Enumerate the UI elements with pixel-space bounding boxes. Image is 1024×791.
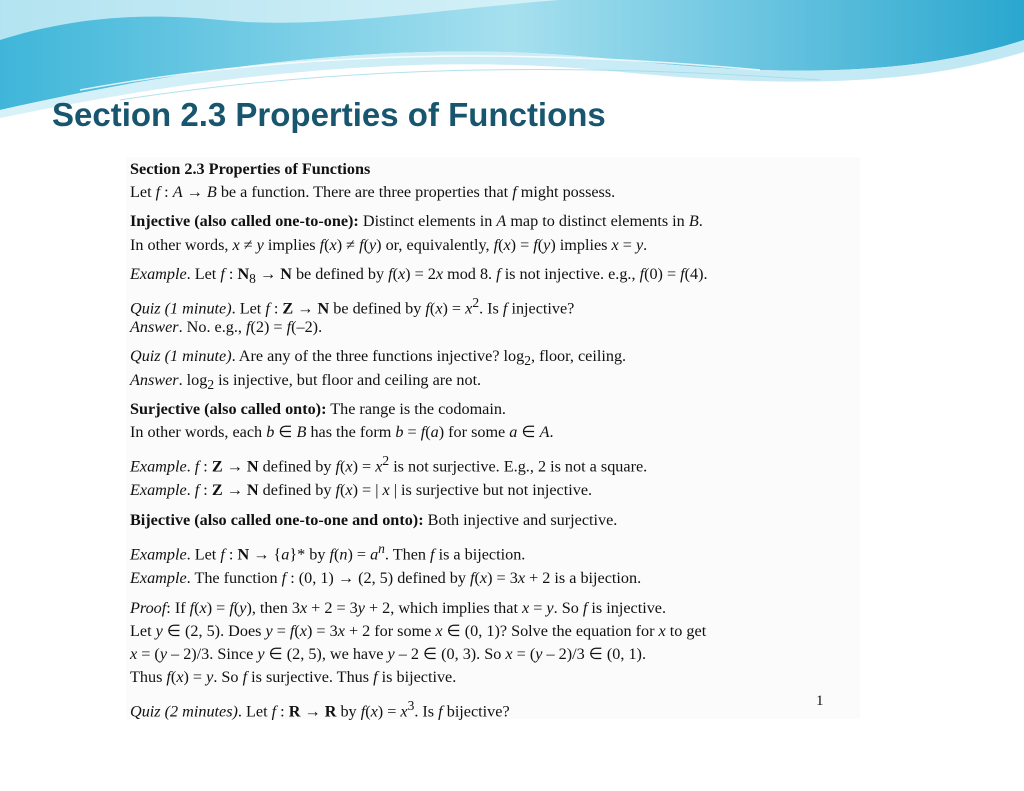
scanned-text-image: [126, 157, 860, 719]
text-line-quiz-3: Quiz (2 minutes). Let f : R → R by $f(x) = x^3$. Is f bijective?: [130, 698, 510, 721]
text-line-proof-2: Let y ∈ (2, 5). Does y = f(x) = 3x + 2 for some x ∈ (0, 1)? Solve the equation for x to get: [130, 622, 707, 640]
text-line-quiz-1: Quiz (1 minute). Let f : Z → N be defined by $f(x) = x^2$. Is f injective?: [130, 295, 575, 318]
text-line-example-2: Example. f : Z → N defined by $f(x) = x^2$ is not surjective. E.g., 2 is not a square.: [130, 453, 648, 476]
text-line-surjective-def: Surjective (also called onto): The range is the codomain.: [130, 400, 506, 418]
page-number: 1: [816, 693, 824, 709]
text-line-proof-4: Thus f(x) = y. So f is surjective. Thus f is bijective.: [130, 668, 457, 686]
text-line-proof-1: Proof: If f(x) = f(y), then 3x + 2 = 3y + 2, which implies that x = y. So f is injective.: [130, 599, 667, 617]
text-line-proof-3: x = (y – 2)/3. Since y ∈ (2, 5), we have y – 2 ∈ (0, 3). So x = (y – 2)/3 ∈ (0, 1).: [130, 645, 646, 663]
text-line-answer-1: Answer. No. e.g., f(2) = f(–2).: [130, 318, 323, 336]
text-line-example-3: Example. f : Z → N defined by f(x) = | x | is surjective but not injective.: [130, 481, 593, 499]
text-line-example-1: Example. Let f : $N_8 \to N$ be defined by f(x) = 2x mod 8. f is not injective. e.g., f(0) = f(4).: [130, 265, 708, 287]
text-line-answer-2: Answer. $\log_2$ is injective, but floor and ceiling are not.: [130, 371, 482, 393]
text-line-quiz-2: Quiz (1 minute). Are any of the three functions injective? $\log_2$, floor, ceiling.: [130, 347, 627, 369]
text-line-surjective-other: In other words, each b ∈ B has the form b = f(a) for some a ∈ A.: [130, 423, 554, 441]
text-line-intro: Let f : A → B be a function. There are three properties that f might possess.: [130, 183, 616, 201]
text-line-injective-def: Injective (also called one-to-one): Distinct elements in A map to distinct elements in B.: [130, 212, 703, 230]
text-line-injective-other: In other words, x ≠ y implies f(x) ≠ f(y) or, equivalently, f(x) = f(y) implies x = y.: [130, 236, 648, 254]
slide-title: Section 2.3 Properties of Functions: [52, 96, 606, 133]
text-line-heading: Section 2.3 Properties of Functions: [130, 160, 371, 178]
text-line-example-5: Example. The function f : (0, 1) → (2, 5) defined by f(x) = 3x + 2 is a bijection.: [130, 569, 642, 587]
text-line-example-4: Example. Let f : N → {a}* by $f(n) = a^n$. Then f is a bijection.: [130, 541, 526, 564]
text-line-bijective-def: Bijective (also called one-to-one and onto): Both injective and surjective.: [130, 511, 618, 529]
